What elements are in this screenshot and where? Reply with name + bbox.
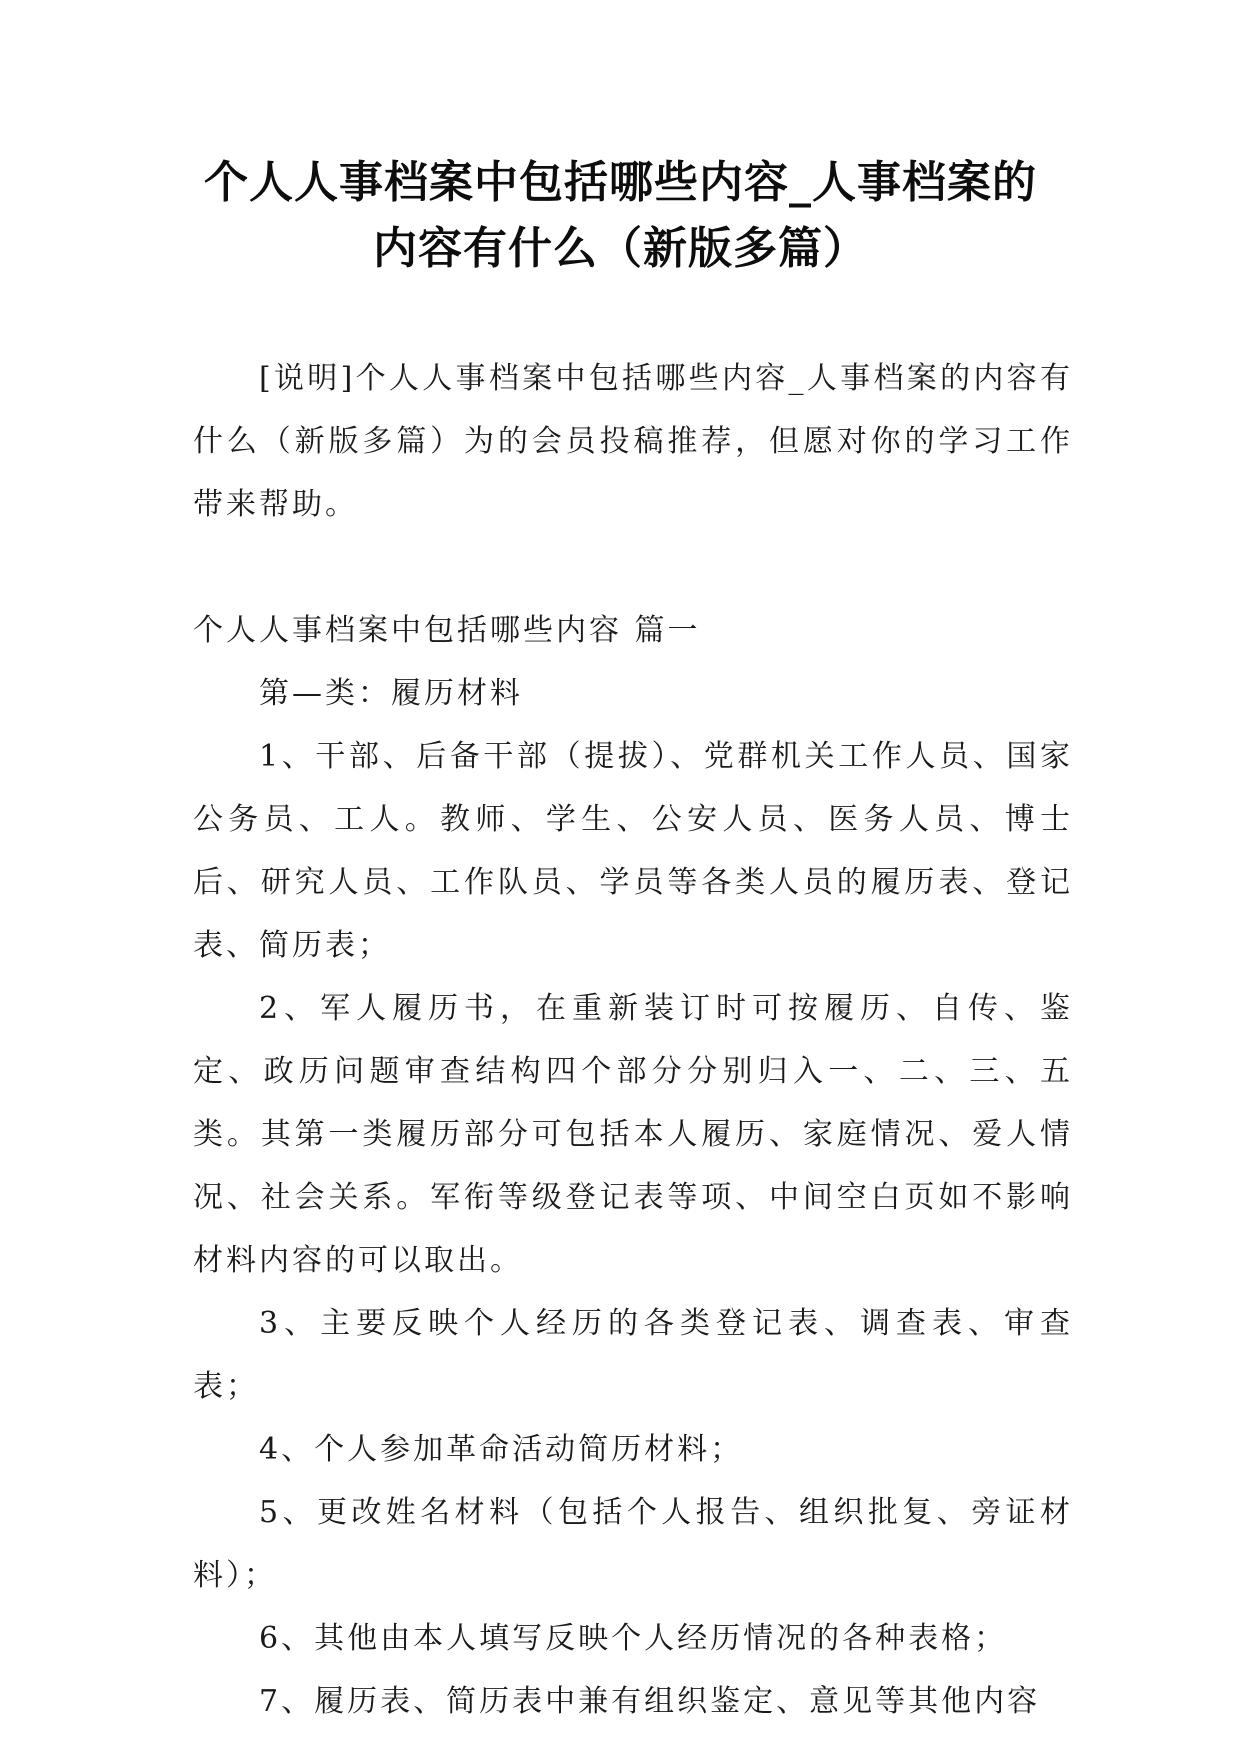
document-title (150, 150, 1091, 282)
list-item: 6、其他由本人填写反映个人经历情况的各种表格； (259, 1621, 1008, 1656)
section-heading: 个人人事档案中包括哪些内容 篇一 (193, 613, 701, 648)
list-item: 3、主要反映个人经历的各类登记表、调查表、审查表； (193, 1306, 1073, 1404)
category-heading: 第—类：履历材料 (259, 676, 523, 711)
document-body (193, 347, 1073, 1733)
title-line-2: 内容有什么（新版多篇） (373, 223, 868, 274)
list-item: 4、个人参加革命活动简历材料； (259, 1432, 744, 1467)
list-item: 1、干部、后备干部（提拔）、党群机关工作人员、国家公务员、工人。教师、学生、公安人员、医务人员、博士后、研究人员、工作队员、学员等各类人员的履历表、登记表、简历表； (193, 739, 1073, 963)
list-item: 7、履历表、简历表中兼有组织鉴定、意见等其他内容 (259, 1684, 1041, 1719)
title-line-1: 个人人事档案中包括哪些内容_人事档案的 (204, 157, 1037, 208)
list-item: 2、军人履历书，在重新装订时可按履历、自传、鉴定、政历问题审查结构四个部分分别归入一、二、三、五类。其第一类履历部分可包括本人履历、家庭情况、爱人情况、社会关系。军衔等级登记表等项、中间空白页如不影响材料内容的可以取出。 (193, 991, 1073, 1278)
intro-paragraph: [说明]个人人事档案中包括哪些内容_人事档案的内容有什么（新版多篇）为的会员投稿推荐，但愿对你的学习工作带来帮助。 (193, 361, 1073, 522)
paragraph-spacer (193, 536, 1073, 599)
list-item: 5、更改姓名材料（包括个人报告、组织批复、旁证材料）； (193, 1495, 1073, 1593)
